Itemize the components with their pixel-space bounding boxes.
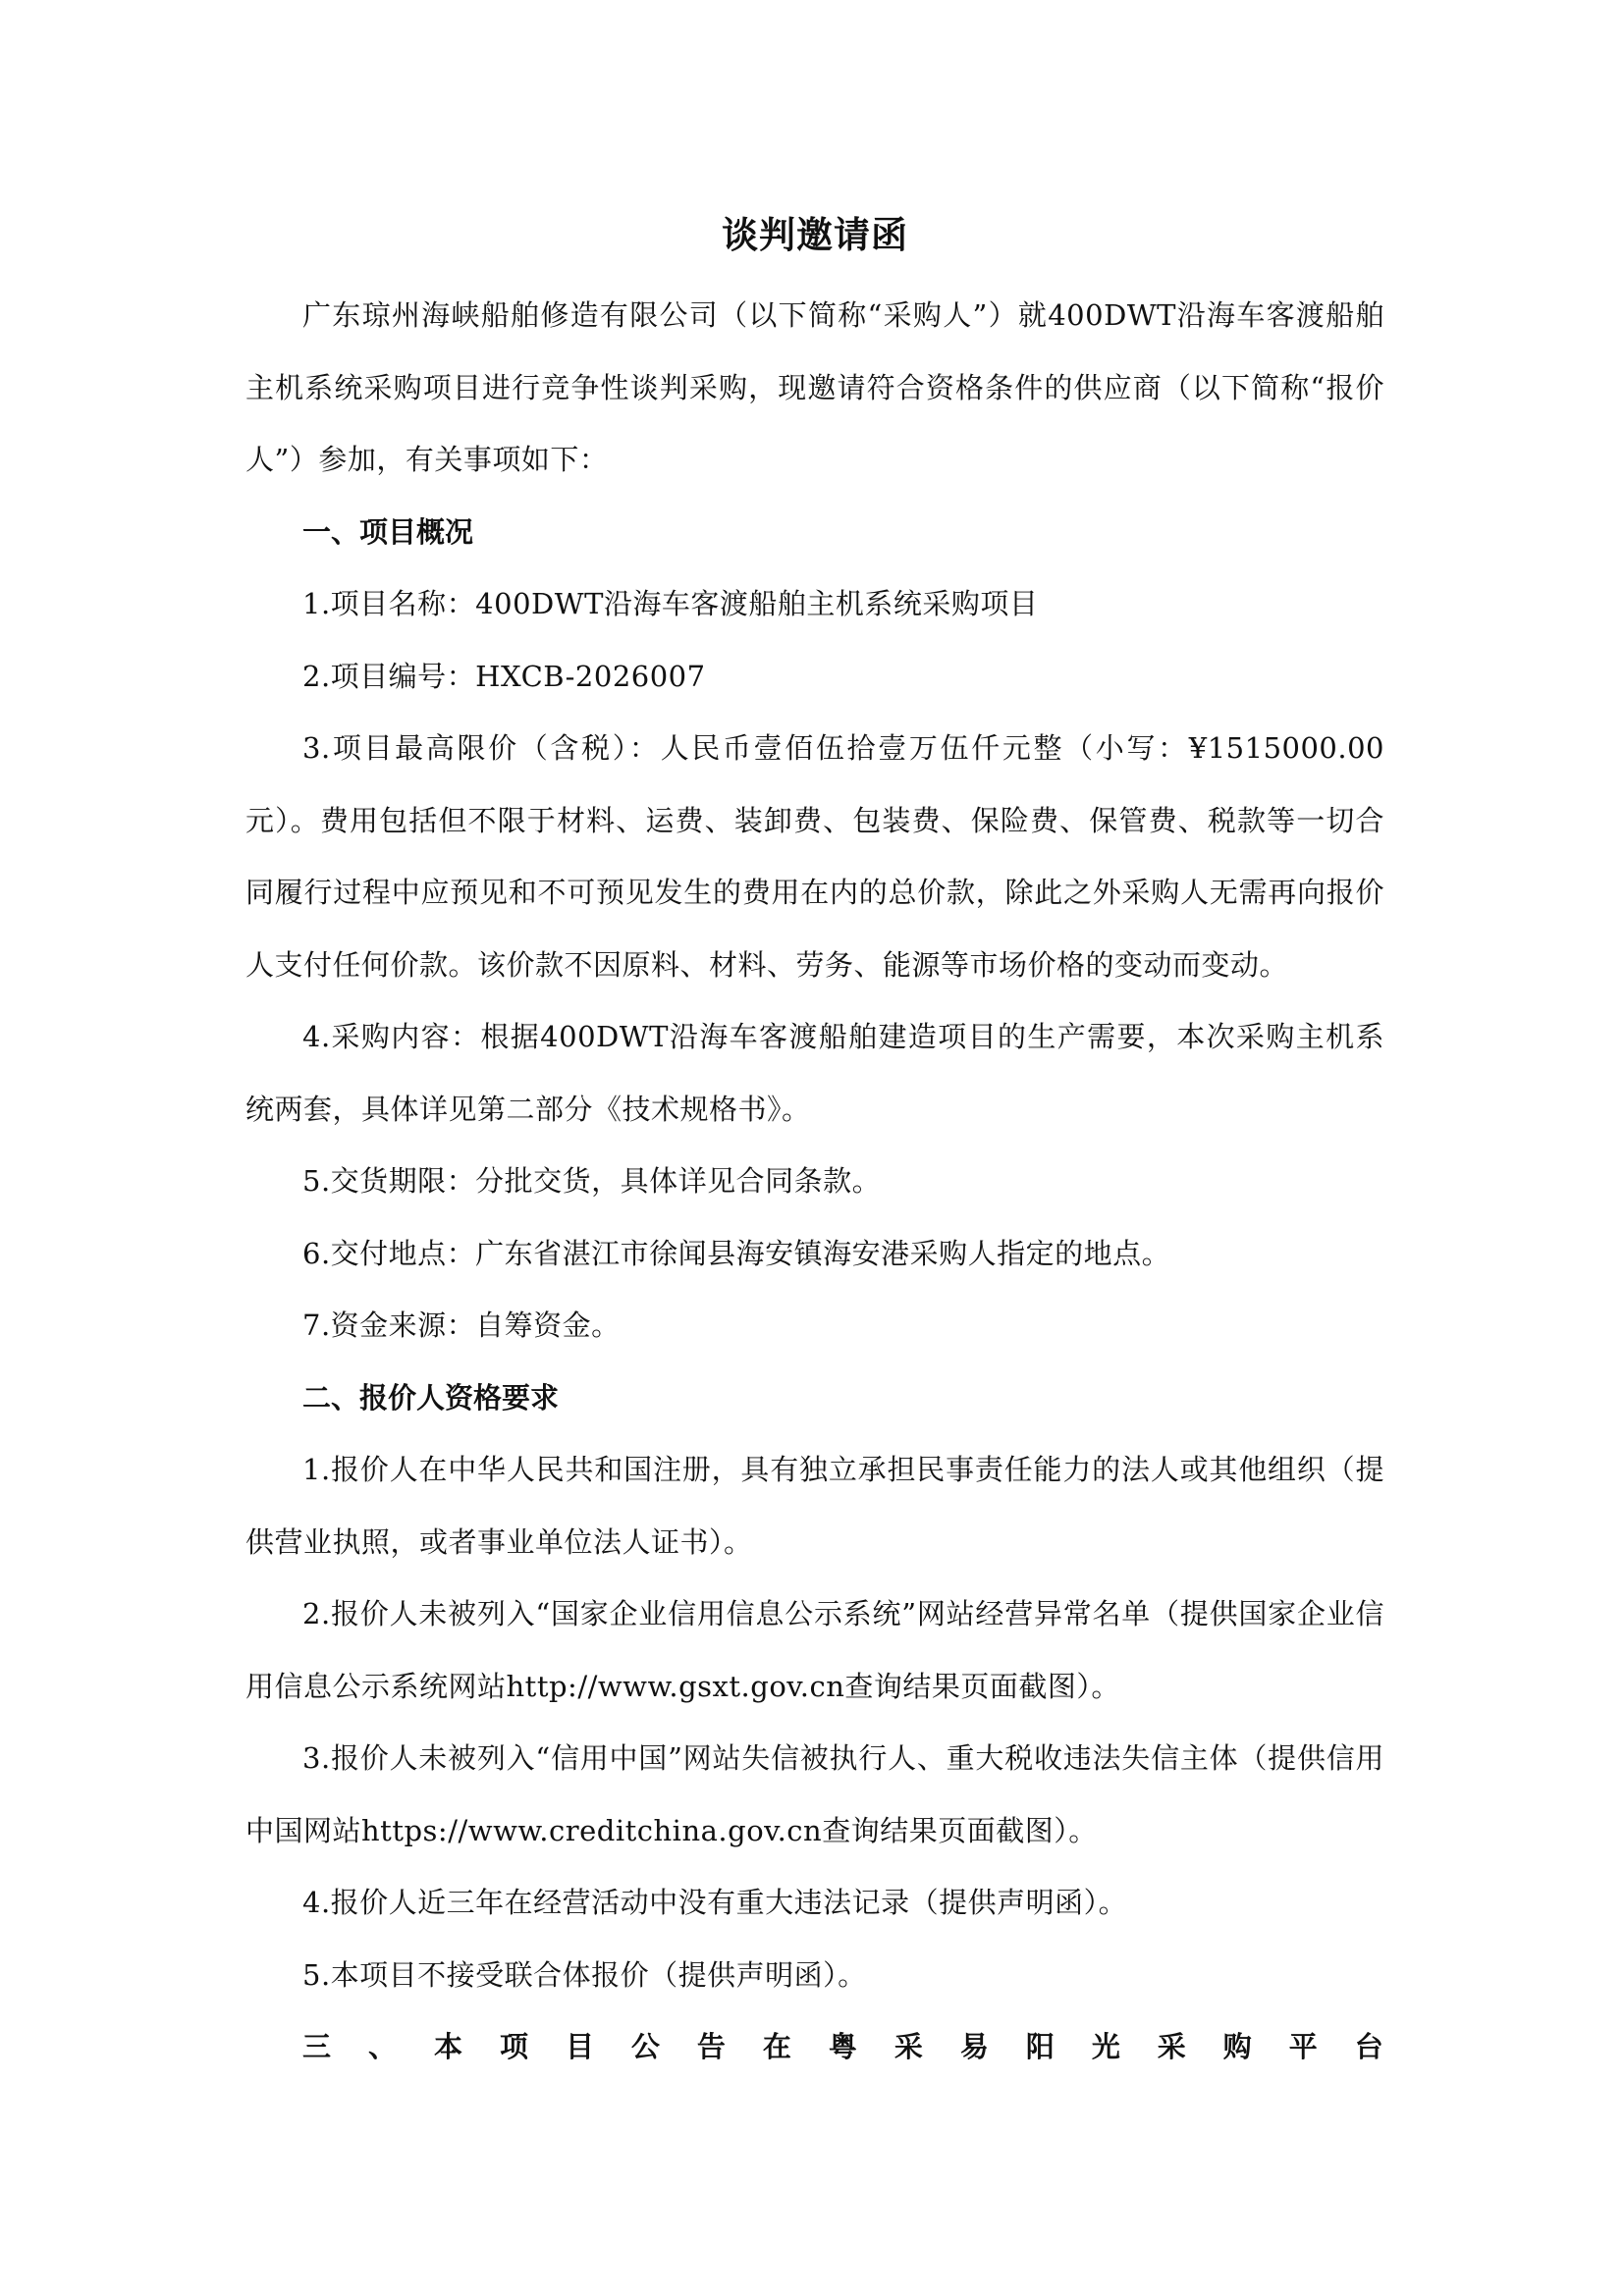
qualification-item-registration: 1.报价人在中华人民共和国注册，具有独立承担民事责任能力的法人或其他组织（提供营业执照，或者事业单位法人证书）。 bbox=[245, 1453, 1384, 1559]
overview-item-price: 3.项目最高限价（含税）：人民币壹佰伍拾壹万伍仟元整（小写：¥1515000.00元）。费用包括但不限于材料、运费、装卸费、包装费、保险费、保管费、税款等一切合同履行过程中应预见和不可预见发生的费用在内的总价款，除此之外采购人无需再向报价人支付任何价款。该价款不因原料、材料、劳务、能源等市场价格的变动而变动。 bbox=[245, 731, 1384, 982]
announcement-heading-char: 阳 bbox=[1025, 2030, 1056, 2063]
overview-item-delivery-place: 6.交付地点：广东省湛江市徐闻县海安镇海安港采购人指定的地点。 bbox=[302, 1236, 1171, 1270]
overview-item-content: 4.采购内容：根据400DWT沿海车客渡船舶建造项目的生产需要，本次采购主机系统两套，具体详见第二部分《技术规格书》。 bbox=[245, 1020, 1384, 1126]
qualification-item-no-consortium: 5.本项目不接受联合体报价（提供声明函）。 bbox=[302, 1957, 867, 1992]
announcement-heading-char: 采 bbox=[893, 2030, 924, 2063]
announcement-heading-char: 平 bbox=[1288, 2030, 1319, 2063]
announcement-heading-char: 公 bbox=[630, 2030, 661, 2063]
announcement-heading-char: 台 bbox=[1354, 2030, 1384, 2063]
announcement-heading-char: 三 bbox=[302, 2030, 333, 2063]
announcement-heading-char: 在 bbox=[762, 2030, 792, 2063]
section-heading-overview: 一、项目概况 bbox=[302, 514, 474, 549]
announcement-heading-char: 光 bbox=[1091, 2030, 1121, 2063]
announcement-heading-char: 项 bbox=[499, 2030, 529, 2063]
announcement-heading-char: 采 bbox=[1157, 2030, 1187, 2063]
overview-item-funding: 7.资金来源：自筹资金。 bbox=[302, 1308, 621, 1342]
announcement-heading-text bbox=[245, 2011, 1384, 2084]
section-heading-qualification: 二、报价人资格要求 bbox=[302, 1380, 560, 1415]
announcement-heading-char: 本 bbox=[433, 2030, 463, 2063]
intro-paragraph: 广东琼州海峡船舶修造有限公司（以下简称“采购人”）就400DWT沿海车客渡船舶主机系统采购项目进行竞争性谈判采购，现邀请符合资格条件的供应商（以下简称“报价人”）参加，有关事项如下： bbox=[245, 298, 1384, 476]
document-title: 谈判邀请函 bbox=[722, 214, 908, 256]
announcement-heading-char: 粤 bbox=[828, 2030, 858, 2063]
qualification-item-creditchina: 3.报价人未被列入“信用中国”网站失信被执行人、重大税收违法失信主体（提供信用中国网站https://www.creditchina.gov.cn查询结果页面截图）。 bbox=[245, 1741, 1384, 1847]
announcement-heading-char: 告 bbox=[696, 2030, 727, 2063]
announcement-heading-char: 购 bbox=[1222, 2030, 1253, 2063]
document-page bbox=[245, 191, 1384, 2084]
qualification-item-gsxt: 2.报价人未被列入“国家企业信用信息公示系统”网站经营异常名单（提供国家企业信用信息公示系统网站http://www.gsxt.gov.cn查询结果页面截图）。 bbox=[245, 1597, 1384, 1703]
qualification-item-no-violation: 4.报价人近三年在经营活动中没有重大违法记录（提供声明函）。 bbox=[302, 1886, 1128, 1919]
section-heading-announcement bbox=[245, 2011, 1384, 2084]
announcement-heading-char: 易 bbox=[959, 2030, 990, 2063]
overview-item-name: 1.项目名称：400DWT沿海车客渡船舶主机系统采购项目 bbox=[302, 587, 1039, 620]
overview-item-number: 2.项目编号：HXCB-2026007 bbox=[302, 659, 706, 693]
announcement-heading-char: 目 bbox=[565, 2030, 595, 2063]
announcement-heading-char: 、 bbox=[367, 2030, 398, 2063]
overview-item-delivery-period: 5.交货期限：分批交货，具体详见合同条款。 bbox=[302, 1164, 882, 1198]
